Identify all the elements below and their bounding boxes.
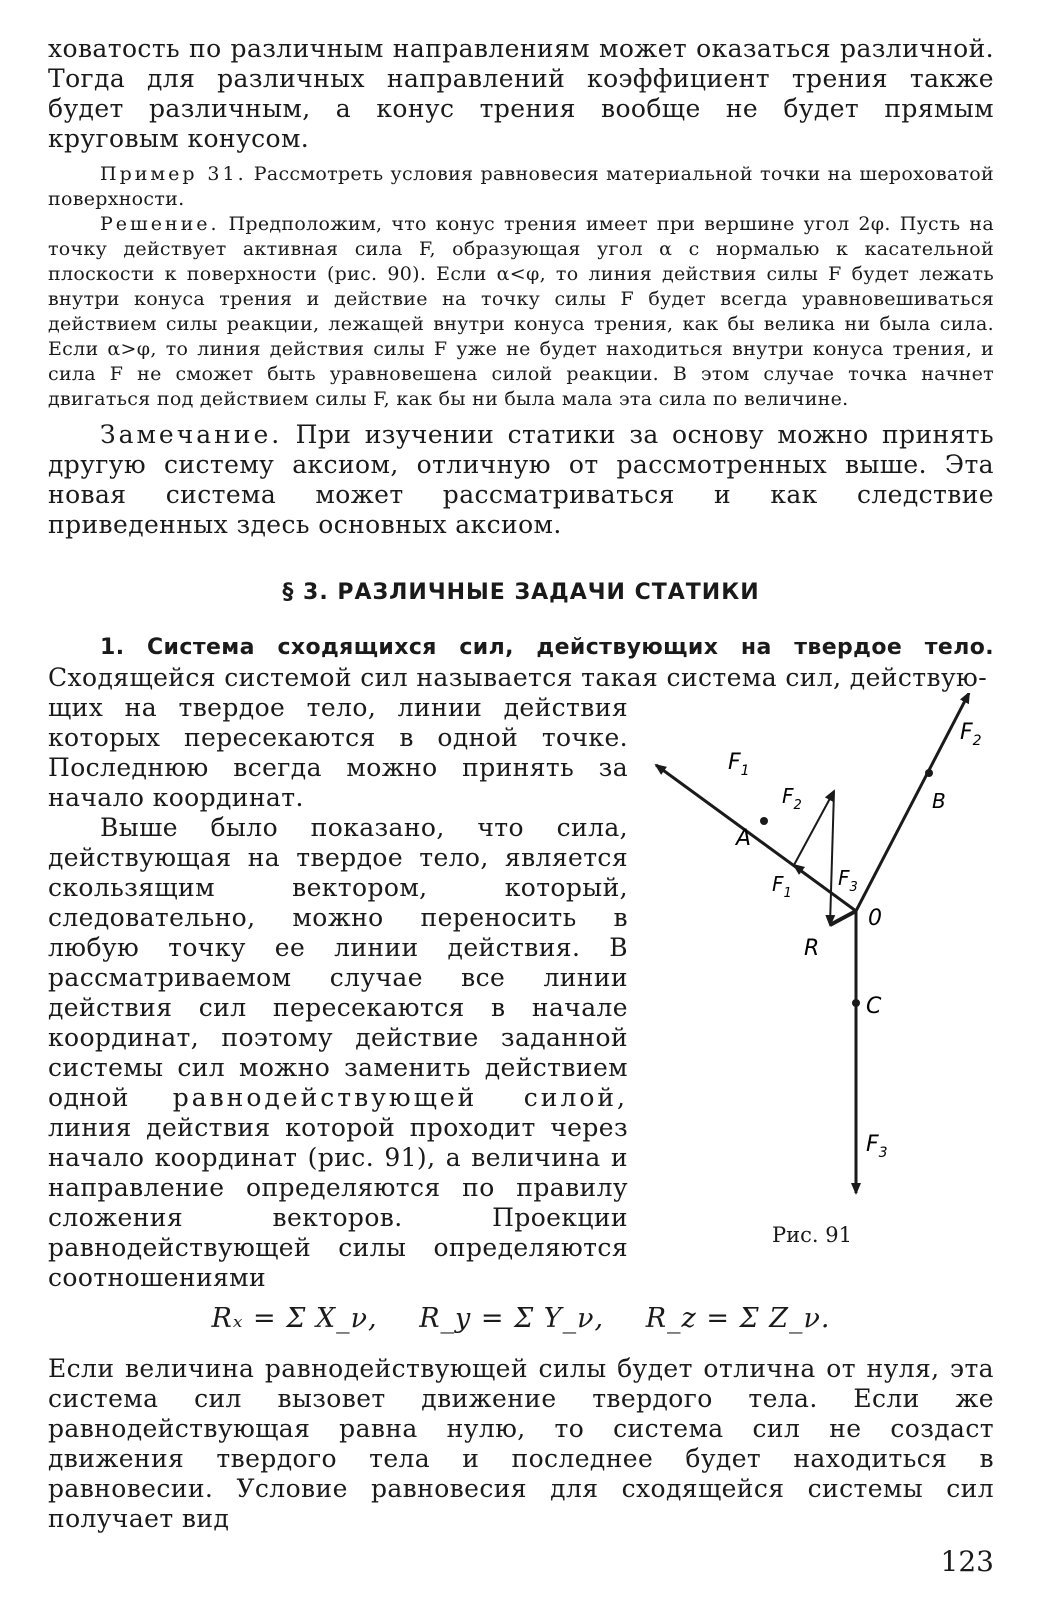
paragraph-convergent: щих на твердое тело, линии действия которых пересекаются в одной точке. Последнюю всегда можно принять за начало координат. [48, 693, 628, 812]
page-number: 123 [940, 1545, 994, 1578]
resultant-r [830, 911, 856, 925]
paragraph-sliding-vector-a: Выше было показано, что сила, действующая на твердое тело, является скользящим вектором, который, следовательно, можно переносить в любую точку ее линии действия. В рассматриваемом случае все линии действия сил пересекаются в начале координат, поэтому действие заданной системы сил можно заменить действием одной [48, 813, 628, 1112]
resultant-term: равнодействующей силой, [172, 1083, 629, 1112]
example-31 [48, 162, 994, 212]
section-heading: § 3. РАЗЛИЧНЫЕ ЗАДАЧИ СТАТИКИ [282, 580, 760, 605]
point-a [760, 817, 768, 825]
label-f2: $F_2$ [960, 720, 982, 749]
formula-rz: R_z = Σ Z_ν. [645, 1303, 831, 1334]
force-diagram [644, 693, 994, 1213]
solution-label: Решение. [100, 213, 220, 235]
example-text: Рассмотреть условия равновесия материальной точки на шероховатой поверхности. [48, 163, 994, 210]
label-b: B [932, 789, 946, 813]
label-f3-inner: $F_3$ [838, 866, 858, 895]
parallelogram-f3 [830, 791, 834, 925]
force-line-f2 [856, 693, 969, 911]
figure-91 [644, 693, 994, 1253]
label-o: 0 [868, 906, 882, 931]
remark-label: Замечание. [100, 420, 283, 449]
label-r: R [804, 936, 820, 961]
paragraph-sliding-vector [48, 813, 628, 1293]
label-c: C [866, 994, 882, 1019]
label-a: A [736, 826, 752, 851]
subsection-title: 1. Система сходящихся сил, действующих на твердое тело. [100, 635, 994, 660]
paragraph-sliding-vector-b: линия действия которой проходит через начало координат (рис. 91), а величина и направление определяются по правилу сложения векторов. Проекции равнодействующей силы определяются соотношениями [48, 1113, 628, 1292]
formula-rx: Rₓ = Σ X_ν, [211, 1303, 378, 1334]
label-f2-inner: $F_2$ [782, 784, 802, 813]
page-content [48, 34, 994, 1534]
paragraph-friction-anisotropy: ховатость по различным направлениям может оказаться различной. Тогда для различных направлений коэффициент трения также будет различным, а конус трения вообще не будет прямым круговым конусом. [48, 34, 994, 153]
resultant-projections-formula [48, 1303, 994, 1334]
label-f3: $F_3$ [866, 1132, 888, 1161]
solution-text: Предположим, что конус трения имеет при вершине угол 2φ. Пусть на точку действует активная сила F, образующая угол α с нормалью к касательной плоскости к поверхности (рис. 90). Если α<φ, то линия действия силы F будет лежать внутри конуса трения и действие на точку силы F будет всегда уравновешиваться действием силы реакции, лежащей внутри конуса трения, как бы велика ни была сила. Если α>φ, то линия действия силы F уже не будет находиться внутри конуса трения, и сила F не сможет быть уравновешена силой реакции. В этом случае точка начнет двигаться под действием силы F, как бы ни была мала эта сила по величине. [48, 213, 994, 410]
example-label: Пример 31. [100, 163, 247, 185]
point-b [925, 769, 933, 777]
text-column [48, 693, 628, 1293]
solution [48, 212, 994, 412]
formula-ry: R_y = Σ Y_ν, [419, 1303, 605, 1334]
subsection-lead: Сходящейся системой сил называется такая система сил, действую- [48, 663, 988, 692]
point-c [852, 999, 860, 1007]
remark [48, 420, 994, 540]
text-with-figure [48, 693, 994, 1293]
label-f1-inner: $F_1$ [772, 872, 792, 901]
paragraph-equilibrium: Если величина равнодействующей силы будет отлична от нуля, эта система сил вызовет движение твердого тела. Если же равнодействующая равна нулю, то система сил не создаст движения твердого тела и последнее будет находиться в равновесии. Условие равновесия для сходящейся системы сил получает вид [48, 1354, 994, 1533]
figure-caption: Рис. 91 [772, 1223, 852, 1247]
label-f1: $F_1$ [728, 750, 750, 779]
subsection-intro [48, 631, 994, 693]
remark-text: При изучении статики за основу можно принять другую систему аксиом, отличную от рассмотренных выше. Эта новая система может рассматриваться и как следствие приведенных здесь основных аксиом. [48, 420, 994, 539]
